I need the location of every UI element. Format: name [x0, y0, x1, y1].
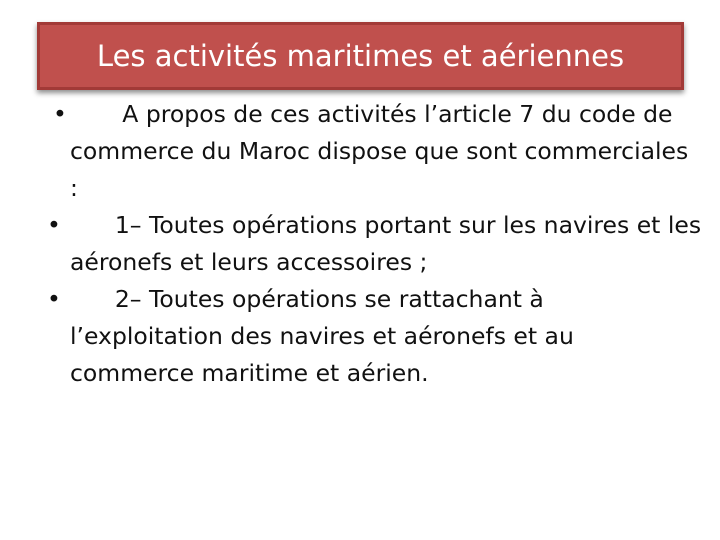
bullet-icon: • — [47, 211, 61, 239]
bullet-text: 1– Toutes opérations portant sur les navires et les aéronefs et leurs accessoires ; — [70, 211, 709, 276]
bullet-item-intro — [0, 96, 720, 207]
bullet-item-1 — [0, 207, 720, 281]
slide-title: Les activités maritimes et aériennes — [37, 22, 684, 90]
bullet-text: 2– Toutes opérations se rattachant à l’exploitation des navires et aéronefs et au commerce maritime et aérien. — [70, 285, 582, 387]
bullet-item-2 — [0, 281, 720, 392]
bullet-text: A propos de ces activités l’article 7 du code de commerce du Maroc dispose que sont commerciales : — [70, 100, 696, 202]
bullet-icon: • — [53, 100, 67, 128]
bullet-list — [0, 96, 720, 392]
bullet-icon: • — [47, 285, 61, 313]
